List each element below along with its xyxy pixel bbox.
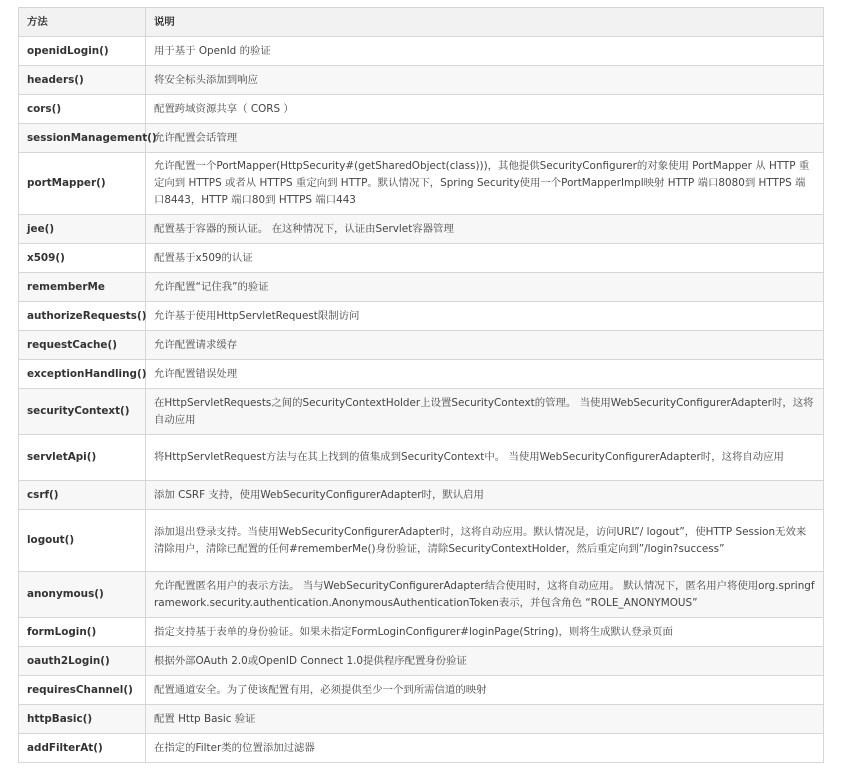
- method-description: 配置基于x509的认证: [146, 244, 824, 273]
- method-name: headers(): [19, 66, 146, 95]
- method-name: formLogin(): [19, 618, 146, 647]
- method-description: 指定支持基于表单的身份验证。如果未指定FormLoginConfigurer#loginPage(String)，则将生成默认登录页面: [146, 618, 824, 647]
- method-description: 将HttpServletRequest方法与在其上找到的值集成到SecurityContext中。 当使用WebSecurityConfigurerAdapter时，这将自动应用: [146, 435, 824, 481]
- method-name: csrf(): [19, 481, 146, 510]
- table-row: [19, 273, 824, 302]
- table-row: [19, 302, 824, 331]
- method-description: 添加 CSRF 支持，使用WebSecurityConfigurerAdapter时，默认启用: [146, 481, 824, 510]
- method-name: openidLogin(): [19, 37, 146, 66]
- method-description: 配置基于容器的预认证。 在这种情况下，认证由Servlet容器管理: [146, 215, 824, 244]
- table-row: [19, 124, 824, 153]
- method-description: 将安全标头添加到响应: [146, 66, 824, 95]
- method-description: 允许配置请求缓存: [146, 331, 824, 360]
- method-description: 在HttpServletRequests之间的SecurityContextHolder上设置SecurityContext的管理。 当使用WebSecurityConfigurerAdapter时，这将自动应用: [146, 389, 824, 435]
- table-row: [19, 37, 824, 66]
- method-name: rememberMe: [19, 273, 146, 302]
- table-row: [19, 572, 824, 618]
- table-row: [19, 215, 824, 244]
- header-description: 说明: [146, 8, 824, 37]
- method-description: 允许配置会话管理: [146, 124, 824, 153]
- table-row: [19, 389, 824, 435]
- methods-table: [18, 7, 824, 763]
- method-name: httpBasic(): [19, 705, 146, 734]
- method-name: requiresChannel(): [19, 676, 146, 705]
- method-description: 允许配置匿名用户的表示方法。 当与WebSecurityConfigurerAdapter结合使用时，这将自动应用。 默认情况下，匿名用户将使用org.springframework.security.authentication.AnonymousAuthenticationToken表示，并包含角色 “ROLE_ANONYMOUS”: [146, 572, 824, 618]
- method-name: requestCache(): [19, 331, 146, 360]
- method-name: jee(): [19, 215, 146, 244]
- table-row: [19, 481, 824, 510]
- method-description: 添加退出登录支持。当使用WebSecurityConfigurerAdapter时，这将自动应用。默认情况是，访问URL”/ logout”，使HTTP Session无效来清除用户，清除已配置的任何#rememberMe()身份验证，清除SecurityContextHolder，然后重定向到”/login?success”: [146, 510, 824, 572]
- table-row: [19, 705, 824, 734]
- method-name: anonymous(): [19, 572, 146, 618]
- table-row: [19, 435, 824, 481]
- method-name: addFilterAt(): [19, 734, 146, 763]
- table-row: [19, 510, 824, 572]
- method-description: 允许配置“记住我”的验证: [146, 273, 824, 302]
- method-description: 在指定的Filter类的位置添加过滤器: [146, 734, 824, 763]
- method-name: exceptionHandling(): [19, 360, 146, 389]
- method-name: cors(): [19, 95, 146, 124]
- table-row: [19, 95, 824, 124]
- method-name: portMapper(): [19, 153, 146, 215]
- table-row: [19, 647, 824, 676]
- method-description: 允许基于使用HttpServletRequest限制访问: [146, 302, 824, 331]
- method-name: authorizeRequests(): [19, 302, 146, 331]
- method-name: securityContext(): [19, 389, 146, 435]
- method-name: servletApi(): [19, 435, 146, 481]
- method-name: sessionManagement(): [19, 124, 146, 153]
- method-description: 允许配置一个PortMapper(HttpSecurity#(getSharedObject(class)))，其他提供SecurityConfigurer的对象使用 PortMapper 从 HTTP 重定向到 HTTPS 或者从 HTTPS 重定向到 HTTP。默认情况下，Spring Security使用一个PortMapperImpl映射 HTTP 端口8080到 HTTPS 端口8443，HTTP 端口80到 HTTPS 端口443: [146, 153, 824, 215]
- table-row: [19, 360, 824, 389]
- method-description: 配置跨域资源共享（ CORS ）: [146, 95, 824, 124]
- table-row: [19, 244, 824, 273]
- method-description: 用于基于 OpenId 的验证: [146, 37, 824, 66]
- table-header-row: [19, 8, 824, 37]
- table-row: [19, 331, 824, 360]
- header-method: 方法: [19, 8, 146, 37]
- method-name: x509(): [19, 244, 146, 273]
- table-row: [19, 153, 824, 215]
- method-name: oauth2Login(): [19, 647, 146, 676]
- table-row: [19, 676, 824, 705]
- method-description: 配置 Http Basic 验证: [146, 705, 824, 734]
- table-row: [19, 734, 824, 763]
- method-description: 允许配置错误处理: [146, 360, 824, 389]
- method-name: logout(): [19, 510, 146, 572]
- table-row: [19, 618, 824, 647]
- method-description: 配置通道安全。为了使该配置有用，必须提供至少一个到所需信道的映射: [146, 676, 824, 705]
- method-description: 根据外部OAuth 2.0或OpenID Connect 1.0提供程序配置身份验证: [146, 647, 824, 676]
- table-row: [19, 66, 824, 95]
